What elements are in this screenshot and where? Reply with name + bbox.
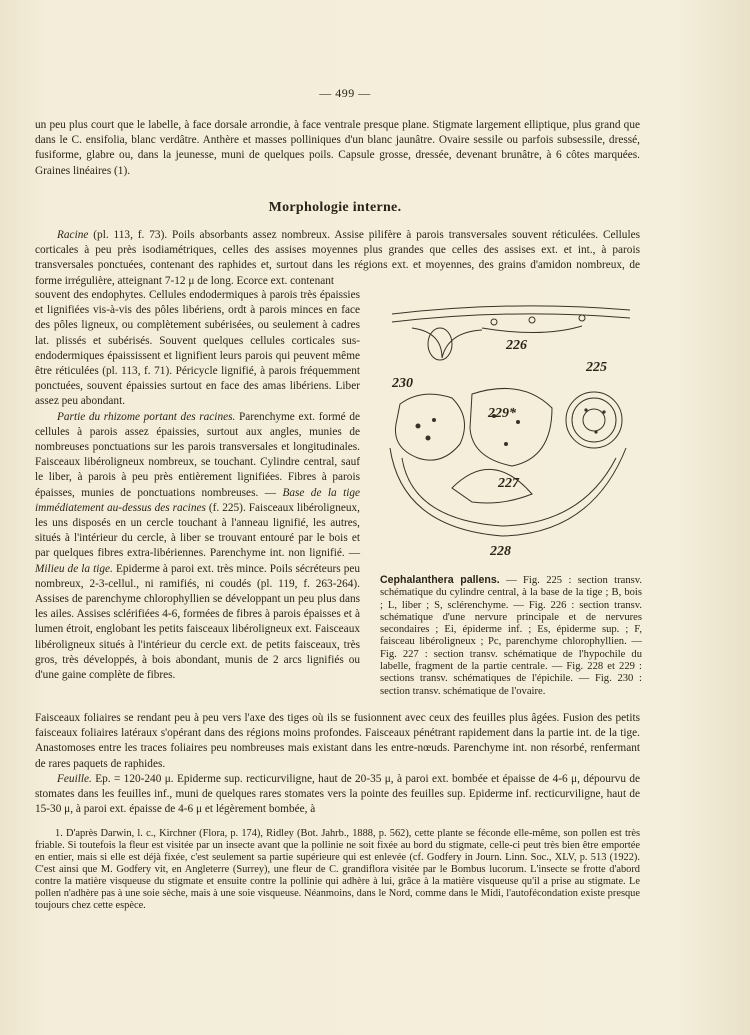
- left-column: [35, 288, 360, 683]
- rhizome-paragraph: [35, 410, 360, 684]
- fig-225-label: 225: [586, 360, 607, 375]
- fig-229-label: 229*: [488, 406, 516, 421]
- base-label: Base de la tige immédiatement au-dessus des racines: [35, 486, 361, 514]
- feuille-paragraph: [35, 772, 640, 818]
- fig-227-label: 227: [498, 476, 519, 491]
- milieu-label: Milieu de la tige.: [35, 562, 113, 575]
- fig-226-label: 226: [506, 338, 527, 353]
- caption-species: Cephalanthera pallens.: [380, 574, 500, 586]
- bottom-paragraphs: [35, 711, 640, 817]
- fig-230-label: 230: [392, 376, 413, 391]
- caption-text: — Fig. 225 : section transv. schématique du cylindre central, à la base de la tige ; B, bois ; L, liber ; S, sclérenchyme. — Fig. 226 : section transv. schématique d'une nervure principale et de nervures secondaires ; Ei, épiderme inf. ; Es, épiderme sup. ; F, faisceau libéroligneux ; Pc, parenchyme chlorophyllien. — Fig. 227 : section transv. schématique de l'hypochile du labelle, fragment de la partie centrale. — Fig. 228 et 229 : sections transv. schématiques de l'épichile. — Fig. 230 : section transv. schématique de l'ovaire.: [380, 575, 642, 697]
- section-heading: Morphologie interne.: [268, 200, 402, 215]
- footnotes: [35, 828, 640, 912]
- figure-caption: [380, 574, 642, 698]
- intro-text: un peu plus court que le labelle, à face dorsale arrondie, à face ventrale presque plane. Stigmate largement elliptique, plus grand que dans le C. ensifolia, blanc verdâtre. Anthère et masses polliniques d'un blanc jaunâtre. Ovaire sessile ou parfois subsessile, dressé, fusiforme, glabre ou, dans la jeunesse, muni de quelques poils. Capsule grosse, dressée, devenant brunâtre, à 6 côtes marquées. Graines linéaires (1).: [35, 119, 640, 177]
- feuille-text: Ep. = 120-240 μ. Epiderme sup. recticurviligne, haut de 20-35 μ, à paroi ext. bombée et épaisse de 4-6 μ, dépourvu de stomates dans les feuilles inf., muni de quelques rares stomates vers la pointe des feuilles sup. Epiderme inf. recticurviligne, haut de 15-30 μ, à paroi ext. épaisse de 4-6 μ et légèrement bombée, à: [35, 772, 641, 816]
- racine-label: Racine: [57, 229, 89, 241]
- fig-228-label: 228: [490, 544, 511, 559]
- intro-paragraph: [35, 118, 640, 179]
- rhizome-label: Partie du rhizome portant des racines.: [57, 410, 236, 423]
- racine-text: (pl. 113, f. 73). Poils absorbants assez nombreux. Assise pilifère à parois transversales souvent réticulées. Cellules corticales à peu près isodiamétriques, celles des assises moyennes plus grandes que celles des assises ext. et int., à parois transversales ponctuées, contenant des raphides et, surtout dans les régions ext. et moyennes, des grains d'amidon nombreux, de forme irrégulière, atteignant 7-12 μ de long. Ecorce ext. contenant: [35, 229, 641, 287]
- racine-paragraph: [35, 228, 640, 289]
- figure-plate: [382, 298, 640, 563]
- base-text: (f. 225). Faisceaux libéroligneux, les uns disposés en un cercle touchant à l'anneau lignifié, les autres, situés à l'intérieur du cercle, à liber se trouvant entouré par le bois et par quelques fibres extra-libériennes. Parenchyme int. non lignifié. —: [35, 501, 360, 560]
- milieu-text: Epiderme à paroi ext. très mince. Poils sécréteurs peu nombreux, 2-3-cellul., ni ramifiés, ni coudés (pl. 119, f. 263-264). Assises de parenchyme chlorophyllien se développant un peu plus dans les ailes. Assises sclérifiées 4-6, formées de fibres à parois épaisses et à lumen étroit, englobant les petits faisceaux libéroligneux ext. Faisceaux libéroligneux situés à l'intérieur du cercle ext. de petits faisceaux, très gros, très développés, à bois abondant, munis de 2 arcs lignifiés ou d'une gaine complète de fibres.: [35, 562, 360, 682]
- rhizome-text: Parenchyme ext. formé de cellules à parois assez épaissies, surtout aux angles, munies de nombreuses ponctuations sur les parois transversales et longitudinales. Faisceaux libéroligneux nombreux, se touchant. Cylindre central, sauf le liber, à parois à peu près entièrement lignifiées. Fibres à parois épaisses, munies de ponctuations nombreuses. —: [35, 410, 360, 499]
- footnote-1: 1. D'après Darwin, l. c., Kirchner (Flora, p. 174), Ridley (Bot. Jahrb., 1888, p. 562), cette plante se féconde elle-même, son pollen est très friable. Si toutefois la fleur est visitée par un insecte avant que la pollinie ne soit fixée au bord du stigmate, celle-ci peut très bien être emportée en entier, mais si elle est déjà fixée, c'est seulement sa partie supérieure qui est enlevée (cf. Godfery in Journ. Linn. Soc., XLV, p. 513 (1922). C'est ainsi que M. Godfery vit, en Angleterre (Surrey), une fleur de C. grandiflora visitée par le Bombus lucorum. L'insecte se frotte d'abord contre la matière visqueuse du stigmate et ensuite contre la pollinie qui adhère à lui, grâce à la matière visqueuse qu'il a prise au stigmate. Le pollen n'adhère pas à une soie sèche, mais à une soie visqueuse. Néanmoins, dans le Nord, comme dans le Midi, l'autofécondation existe presque toujours chez cette espèce.: [35, 828, 640, 911]
- bottom-text: Faisceaux foliaires se rendant peu à peu vers l'axe des tiges où ils se fusionnent avec ceux des feuilles plus âgées. Fusion des petits faisceaux foliaires latéraux s'opérant dans des régions moins profondes. Faisceaux pénétrant rapidement dans la partie int. de la tige. Anastomoses entre les traces foliaires peu nombreuses mais existant dans les entre-nœuds. Parenchyme int. non résorbé, renfermant de rares paquets de raphides.: [35, 712, 640, 770]
- page-number: — 499 —: [319, 86, 371, 100]
- feuille-label: Feuille.: [57, 772, 92, 785]
- racine-continued: souvent des endophytes. Cellules endodermiques à parois très épaissies et lignifiées vis-à-vis des pôles libériens, ordt à parois minces en face des pôles ligneux, ou complètement subérisées, ou seulement à cadres lat. plissés et subérisés. Souvent quelques cellules corticales sus-endodermiques épaississent et lignifient leurs parois qui peuvent même être réticulées (pl. 113, f. 71). Péricycle lignifié, à parois fréquemment ponctuées, souvent épaissies surtout en face des amas libériens. Liber assez peu abondant.: [35, 289, 360, 408]
